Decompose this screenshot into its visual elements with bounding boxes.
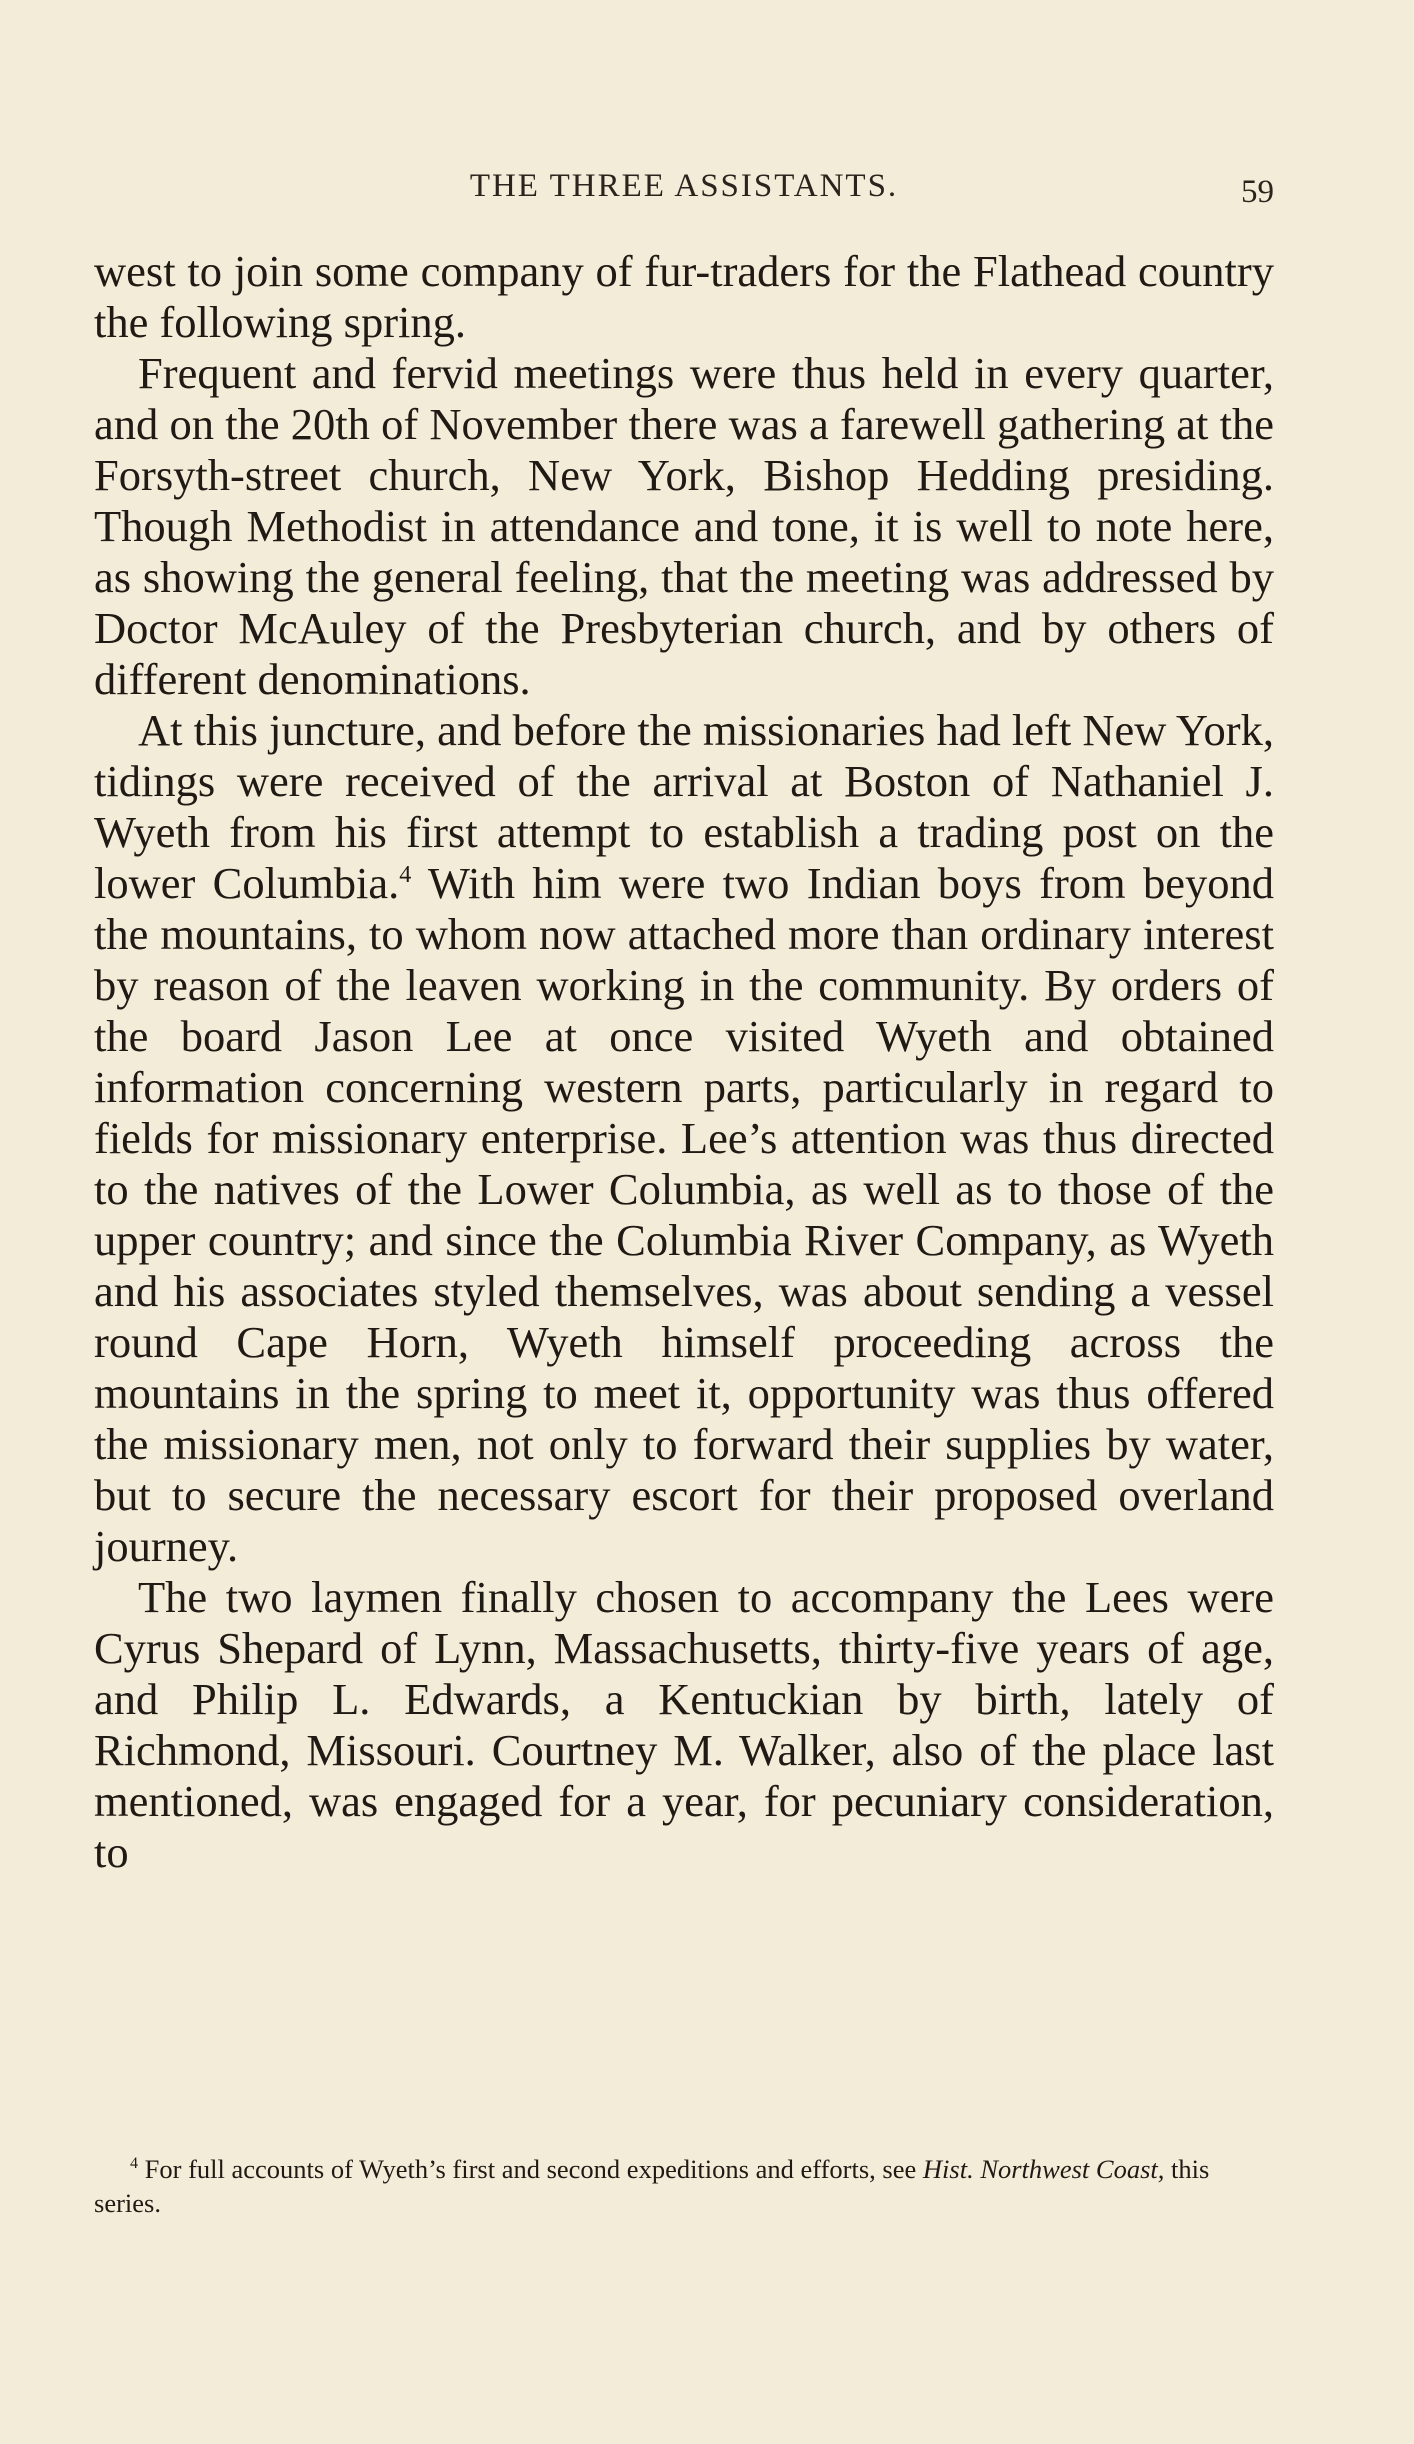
body-text	[94, 246, 1274, 1878]
running-head: THE THREE ASSISTANTS.	[469, 168, 899, 204]
footnote-reference: 4	[399, 862, 412, 889]
paragraph-3	[94, 705, 1274, 1572]
paragraph-3-text-after-note: With him were two Indian boys from beyond the mountains, to whom now attached more than ordinary interest by reason of the leaven working in the community. By orders of the board Jason Lee at once visited Wyeth and obtained information concerning western parts, particularly in regard to fields for missionary enterprise. Lee’s attention was thus directed to the natives of the Lower Columbia, as well as to those of the upper country; and since the Columbia River Company, as Wyeth and his associates styled themselves, was about sending a vessel round Cape Horn, Wyeth himself proceeding across the mountains in the spring to meet it, opportunity was thus offered the missionary men, not only to forward their supplies by water, but to secure the necessary escort for their proposed overland journey.	[94, 858, 1274, 1571]
page-number: 59	[1241, 174, 1274, 210]
page-header	[94, 168, 1274, 218]
footnote-title: Hist. Northwest Coast,	[922, 2154, 1165, 2184]
footnote-text-after-title: this series.	[94, 2154, 1210, 2218]
paragraph-4: The two laymen finally chosen to accompany the Lees were Cyrus Shepard of Lynn, Massachusetts, thirty-five years of age, and Philip L. Edwards, a Kentuckian by birth, lately of Richmond, Missouri. Courtney M. Walker, also of the place last mentioned, was engaged for a year, for pecuniary consideration, to	[94, 1572, 1274, 1877]
paragraph-1: west to join some company of fur-traders for the Flathead country the following spring.	[94, 246, 1274, 347]
footnote-text-before-title: For full accounts of Wyeth’s first and second expeditions and efforts, see	[144, 2154, 923, 2184]
footnote-marker: 4	[130, 2155, 138, 2173]
paragraph-2: Frequent and fervid meetings were thus held in every quarter, and on the 20th of November there was a farewell gathering at the Forsyth-street church, New York, Bishop Hedding presiding. Though Methodist in attendance and tone, it is well to note here, as showing the general feeling, that the meeting was addressed by Doctor McAuley of the Presbyterian church, and by others of different denominations.	[94, 348, 1274, 704]
footnote	[94, 2152, 1274, 2220]
paragraph-3-text-before-note: At this juncture, and before the missionaries had left New York, tidings were received of the arrival at Boston of Nathaniel J. Wyeth from his first attempt to establish a trading post on the lower Columbia.	[94, 705, 1274, 908]
footnote-text	[94, 2152, 1274, 2220]
